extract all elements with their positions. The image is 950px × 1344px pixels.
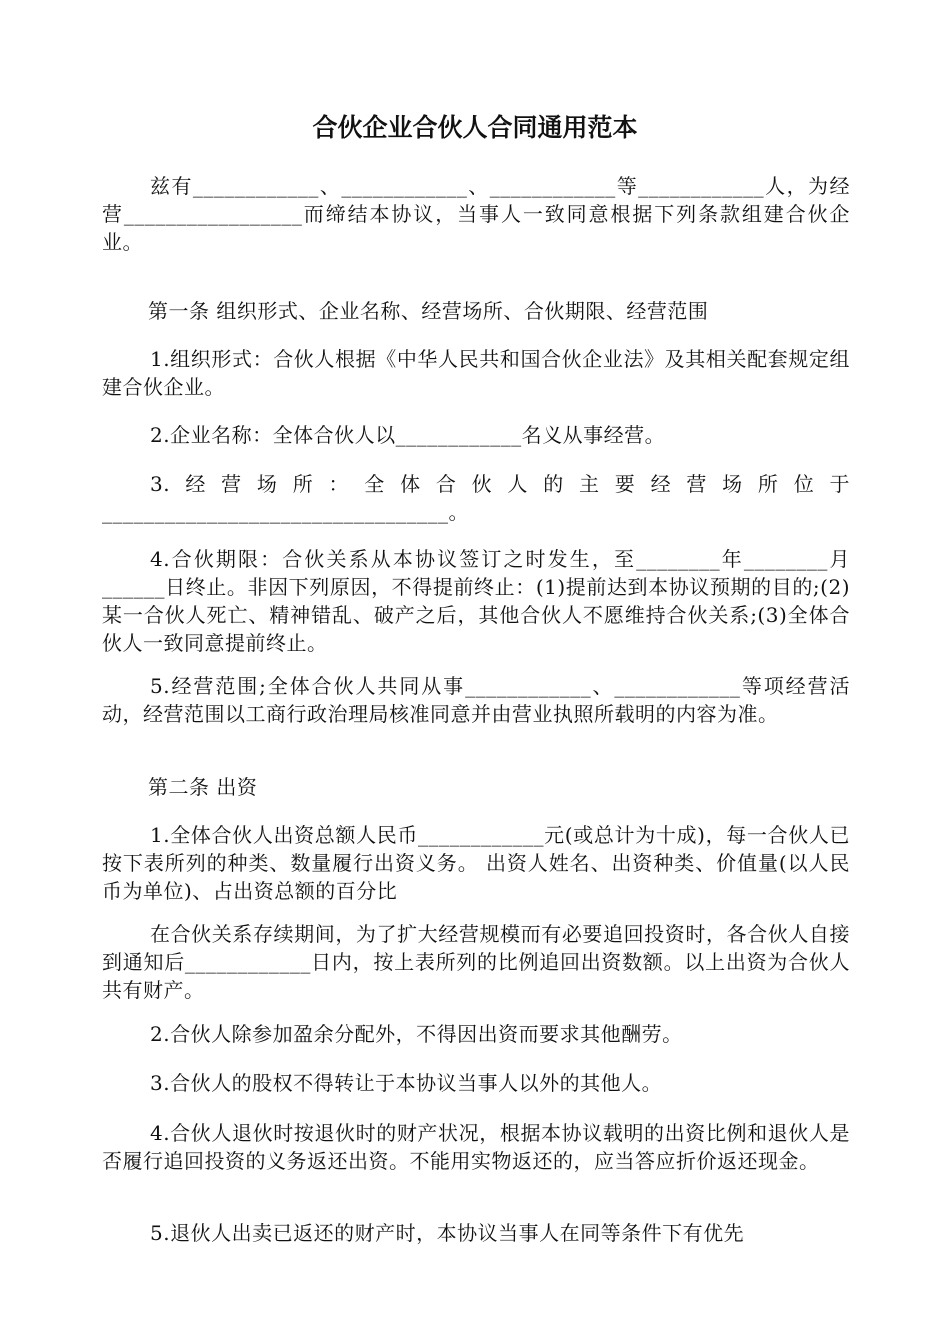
document-title: 合伙企业合伙人合同通用范本 — [312, 113, 638, 142]
clause-2-4: 4.合伙人退伙时按退伙时的财产状况，根据本协议载明的出资比例和退伙人是否履行追回投资的义务返还出资。不能用实物返还的，应当答应折价返还现金。 — [102, 1121, 850, 1173]
article-2-heading: 第二条 出资 — [148, 775, 258, 799]
clause-1-5: 5.经营范围;全体合伙人共同从事____________、____________等项经营活动，经营范围以工商行政治理局核准同意并由营业执照所载明的内容为准。 — [102, 674, 850, 726]
intro-paragraph: 兹有____________、____________、____________等____________人，为经营_________________而缔结本协议，当事人一致同意根据下列条款组建合伙企业。 — [102, 174, 850, 254]
clause-1-4: 4.合伙期限：合伙关系从本协议签订之时发生，至________年________月______日终止。非因下列原因，不得提前终止：(1)提前达到本协议预期的目的;(2)某一合伙人死亡、精神错乱、破产之后，其他合伙人不愿维持合伙关系;(3)全体合伙人一致同意提前终止。 — [102, 547, 850, 655]
clause-2-5: 5.退伙人出卖已返还的财产时，本协议当事人在同等条件下有优先 — [150, 1221, 745, 1245]
clause-2-3: 3.合伙人的股权不得转让于本协议当事人以外的其他人。 — [150, 1071, 663, 1095]
clause-1-2: 2.企业名称：全体合伙人以____________名义从事经营。 — [150, 423, 666, 447]
clause-2-1: 1.全体合伙人出资总额人民币____________元(或总计为十成)，每一合伙人已按下表所列的种类、数量履行出资义务。 出资人姓名、出资种类、价值量(以人民币为单位)、占出资总额的百分比 — [102, 823, 850, 903]
article-1-heading: 第一条 组织形式、企业名称、经营场所、合伙期限、经营范围 — [148, 299, 709, 323]
clause-2-2: 2.合伙人除参加盈余分配外，不得因出资而要求其他酬劳。 — [150, 1022, 683, 1046]
clause-1-3: 3.经营场所：全体合伙人的主要经营场所位于_________________________________。 — [102, 472, 850, 524]
clause-1-1: 1.组织形式：合伙人根据《中华人民共和国合伙企业法》及其相关配套规定组建合伙企业。 — [102, 347, 850, 399]
clause-2-1-continued: 在合伙关系存续期间，为了扩大经营规模而有必要追回投资时，各合伙人自接到通知后____________日内，按上表所列的比例追回出资数额。以上出资为合伙人共有财产。 — [102, 922, 850, 1002]
